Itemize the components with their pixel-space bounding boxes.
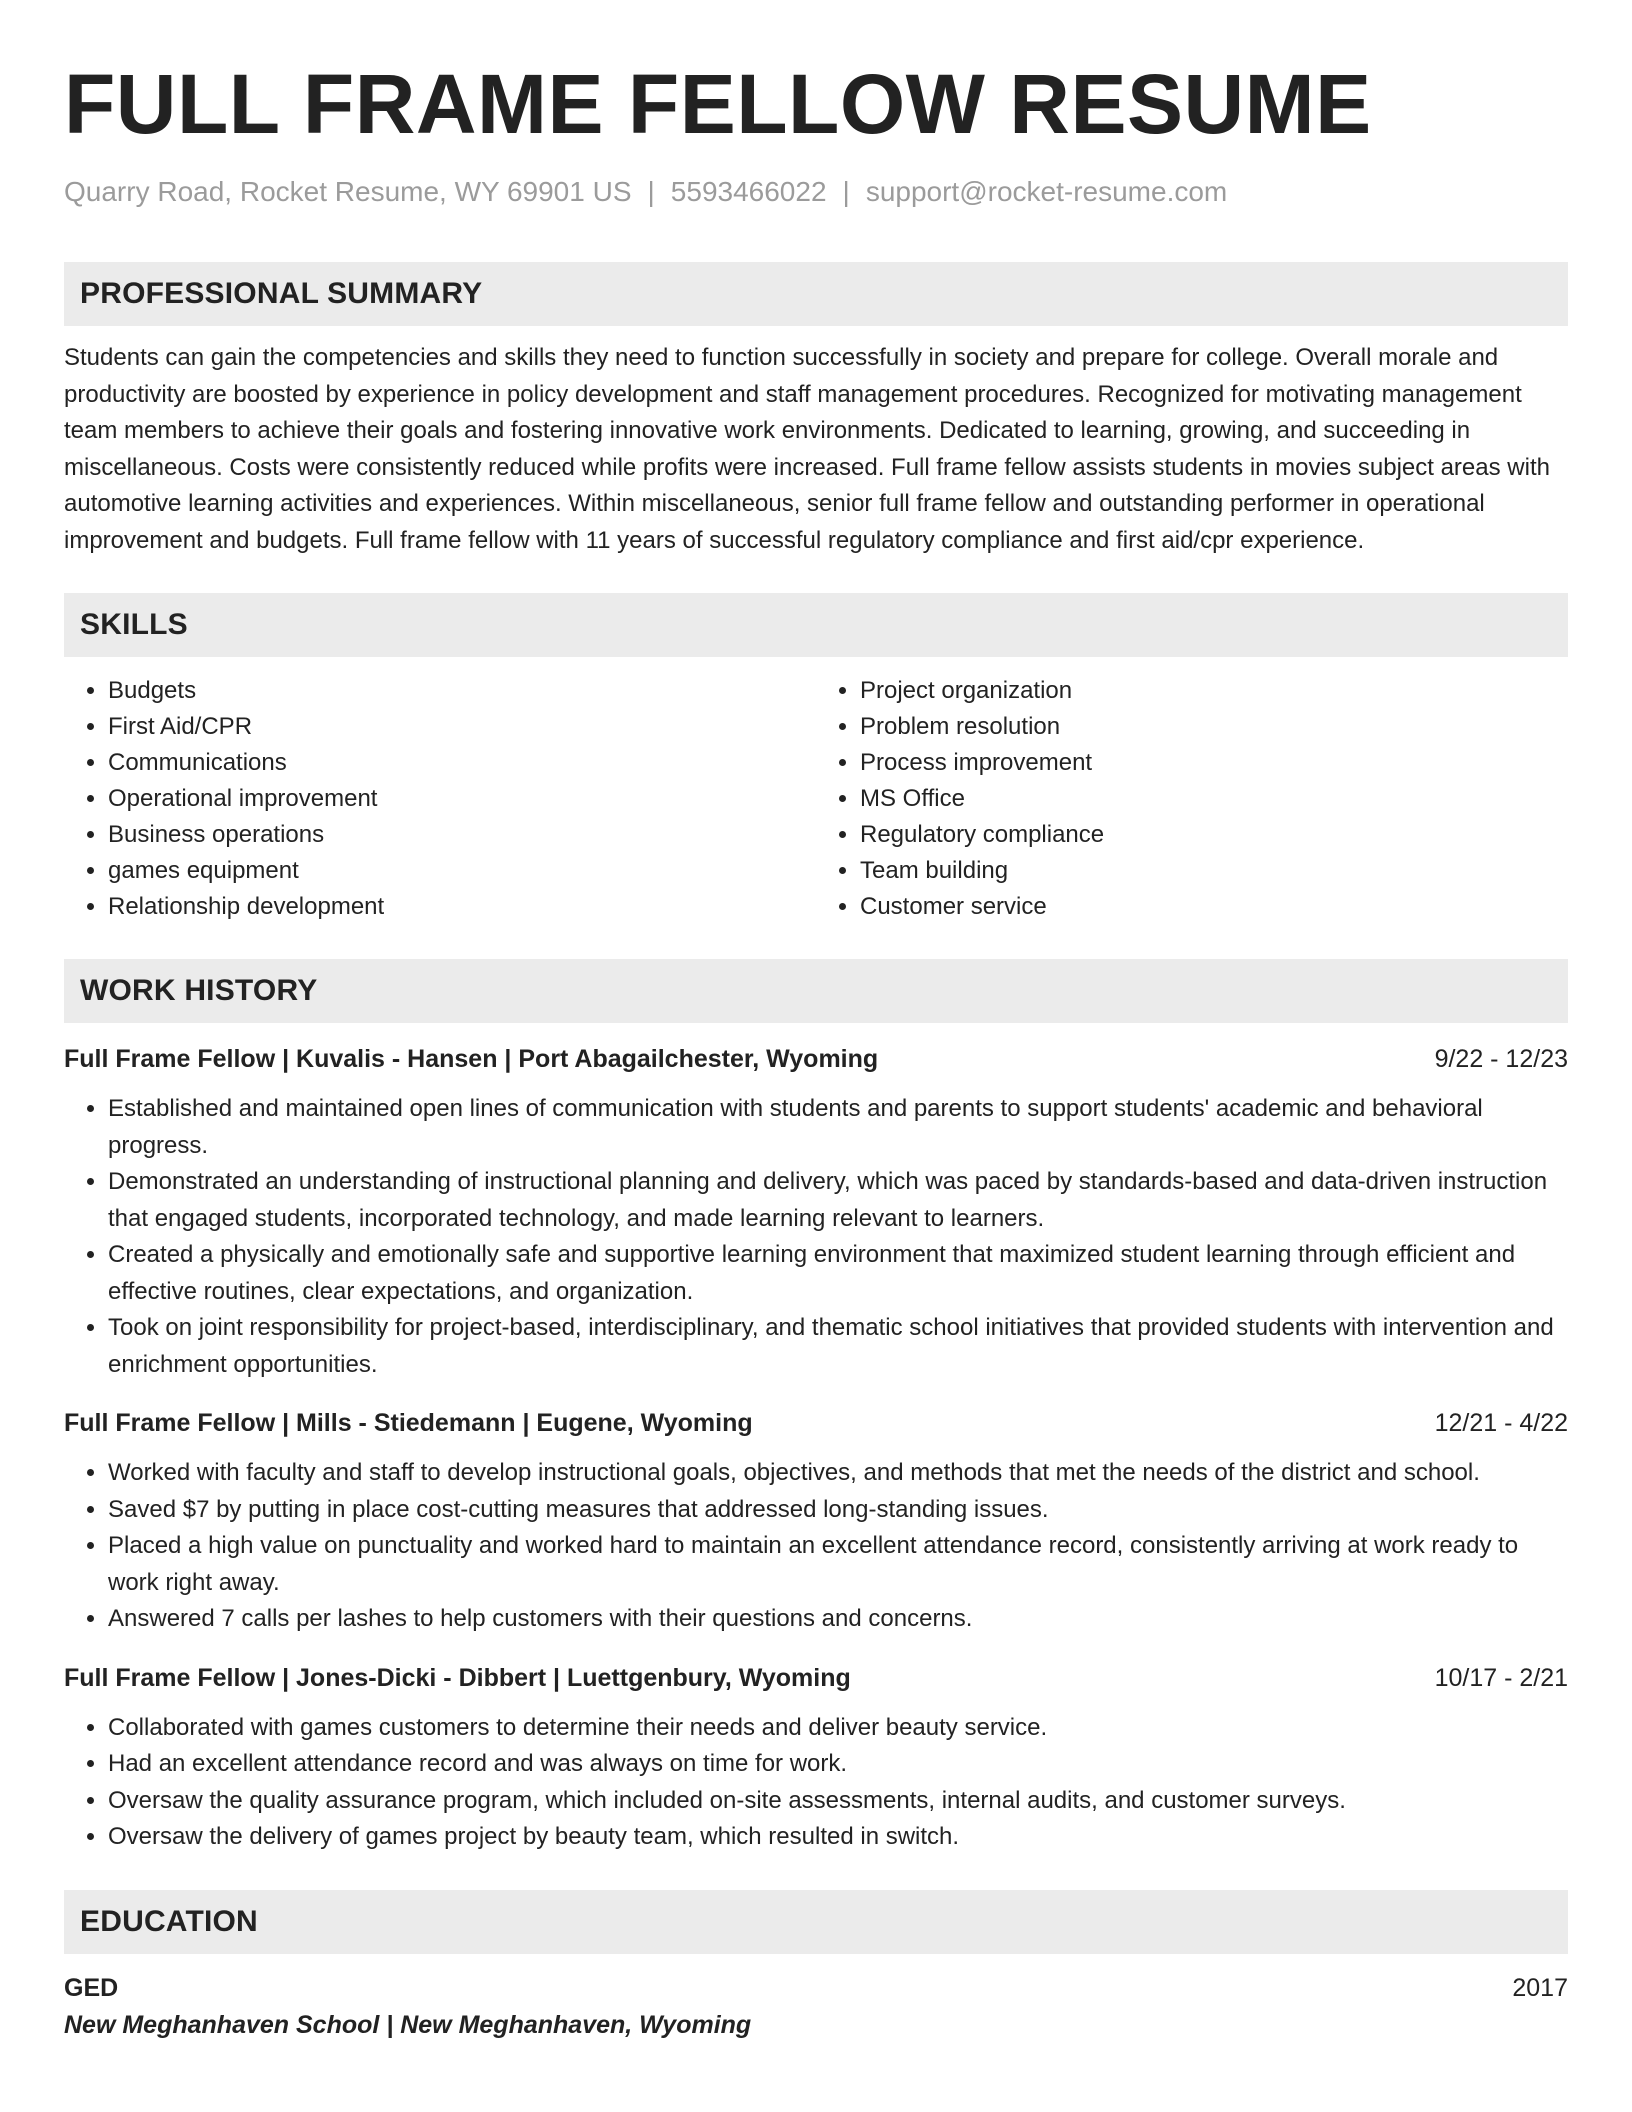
contact-separator: | — [842, 176, 850, 207]
summary-text: Students can gain the competencies and skills they need to function successfully in society and prepare for college. Overall morale and productivity are boosted by experience in policy development and staff management procedures. Recognized for motivating management team members to achieve their goals and fostering innovative work environments. Dedicated to learning, growing, and succeeding in miscellaneous. Costs were consistently reduced while profits were increased. Full frame fellow assists students in movies subject areas with automotive learning activities and experiences. Within miscellaneous, senior full frame fellow and outstanding performer in operational improvement and budgets. Full frame fellow with 11 years of successful regulatory compliance and first aid/cpr experience. — [64, 344, 1550, 554]
skill-item: • Customer service — [860, 889, 1568, 925]
skills-list — [64, 673, 1568, 925]
job-dates: 10/17 - 2/21 — [1434, 1663, 1568, 1692]
job-entry — [64, 1405, 1568, 1638]
education-degree: GED — [64, 1973, 119, 2002]
job-bullets — [64, 1710, 1568, 1856]
skills-column-right — [816, 673, 1568, 925]
contact-address: Quarry Road, Rocket Resume, WY 69901 US — [64, 176, 632, 207]
contact-separator: | — [647, 176, 655, 207]
job-bullet: • Collaborated with games customers to determine their needs and deliver beauty service. — [108, 1710, 1568, 1747]
job-header — [64, 1405, 1568, 1441]
skills-heading: SKILLS — [64, 593, 1568, 657]
job-bullet: • Saved $7 by putting in place cost-cutting measures that addressed long-standing issues. — [108, 1492, 1568, 1529]
work-history-heading: WORK HISTORY — [64, 959, 1568, 1023]
job-bullets — [64, 1091, 1568, 1383]
job-dates: 9/22 - 12/23 — [1434, 1045, 1568, 1073]
job-bullet: • Created a physically and emotionally safe and supportive learning environment that maximized student learning through efficient and effective routines, clear expectations, and organization. — [108, 1237, 1568, 1310]
job-bullet: • Had an excellent attendance record and was always on time for work. — [108, 1746, 1568, 1783]
contact-email: support@rocket-resume.com — [865, 176, 1228, 207]
summary-heading: PROFESSIONAL SUMMARY — [64, 262, 1568, 326]
job-bullet: • Established and maintained open lines of communication with students and parents to support students' academic and behavioral progress. — [108, 1091, 1568, 1164]
skill-item: • games equipment — [108, 853, 816, 889]
job-title: Full Frame Fellow | Jones-Dicki - Dibbert | Luettgenbury, Wyoming — [64, 1663, 851, 1692]
skill-item: • Communications — [108, 745, 816, 781]
job-header — [64, 1660, 1568, 1696]
job-bullet: • Worked with faculty and staff to develop instructional goals, objectives, and methods that met the needs of the district and school. — [108, 1455, 1568, 1492]
job-bullet: • Placed a high value on punctuality and worked hard to maintain an excellent attendance record, consistently arriving at work ready to work right away. — [108, 1528, 1568, 1601]
job-entry — [64, 1041, 1568, 1383]
skill-item: • Operational improvement — [108, 781, 816, 817]
education-heading: EDUCATION — [64, 1890, 1568, 1954]
job-bullet: • Answered 7 calls per lashes to help customers with their questions and concerns. — [108, 1601, 1568, 1638]
skill-item: • Relationship development — [108, 889, 816, 925]
skill-item: • Business operations — [108, 817, 816, 853]
job-bullet: • Oversaw the quality assurance program, which included on-site assessments, internal audits, and customer surveys. — [108, 1783, 1568, 1820]
education-year: 2017 — [1512, 1973, 1568, 2002]
skill-item: • Regulatory compliance — [860, 817, 1568, 853]
job-bullet: • Demonstrated an understanding of instructional planning and delivery, which was paced by standards-based and data-driven instruction that engaged students, incorporated technology, and made learning relevant to learners. — [108, 1164, 1568, 1237]
job-bullet: • Took on joint responsibility for project-based, interdisciplinary, and thematic school initiatives that provided students with intervention and enrichment opportunities. — [108, 1310, 1568, 1383]
skill-item: • Budgets — [108, 673, 816, 709]
education-header — [64, 1970, 1568, 2006]
education-entry — [64, 1970, 1568, 2044]
job-title: Full Frame Fellow | Mills - Stiedemann | Eugene, Wyoming — [64, 1409, 753, 1437]
job-bullet: • Oversaw the delivery of games project by beauty team, which resulted in switch. — [108, 1819, 1568, 1856]
skill-item: • MS Office — [860, 781, 1568, 817]
job-entry — [64, 1660, 1568, 1856]
skill-item: • First Aid/CPR — [108, 709, 816, 745]
job-header — [64, 1041, 1568, 1077]
contact-phone: 5593466022 — [670, 176, 827, 207]
education-school: New Meghanhaven School | New Meghanhaven, Wyoming — [64, 2010, 752, 2039]
contact-line — [64, 174, 1568, 210]
job-bullets — [64, 1455, 1568, 1638]
skill-item: • Team building — [860, 853, 1568, 889]
resume-title: FULL FRAME FELLOW RESUME — [64, 57, 1372, 151]
skill-item: • Problem resolution — [860, 709, 1568, 745]
skill-item: • Process improvement — [860, 745, 1568, 781]
skill-item: • Project organization — [860, 673, 1568, 709]
job-dates: 12/21 - 4/22 — [1434, 1409, 1568, 1437]
skills-column-left — [64, 673, 816, 925]
job-title: Full Frame Fellow | Kuvalis - Hansen | Port Abagailchester, Wyoming — [64, 1045, 879, 1073]
